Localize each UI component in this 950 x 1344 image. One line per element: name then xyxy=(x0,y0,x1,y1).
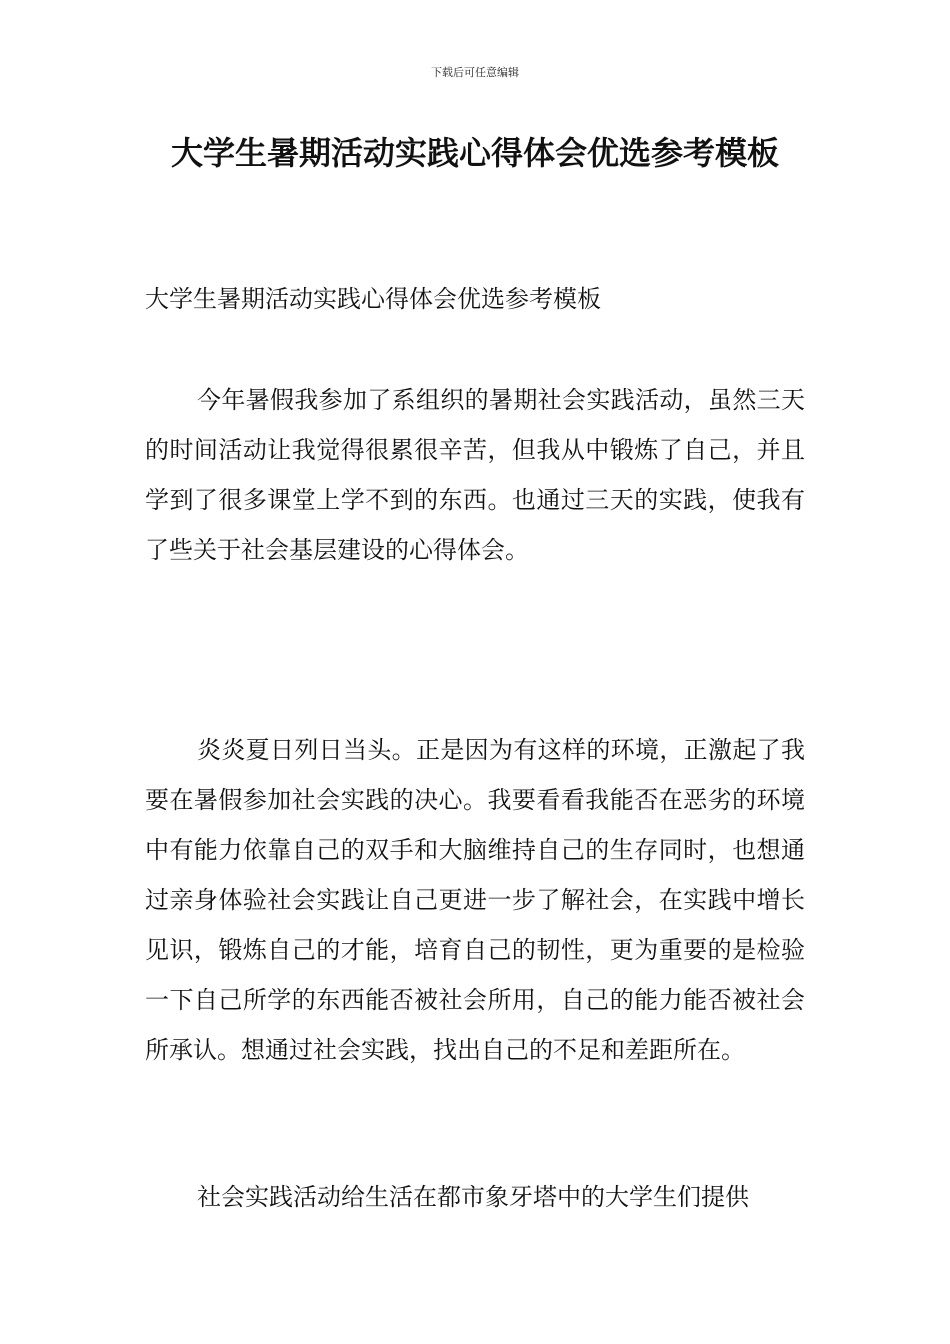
document-subtitle: 大学生暑期活动实践心得体会优选参考模板 xyxy=(145,285,601,313)
header-note: 下载后可任意编辑 xyxy=(431,66,519,79)
document-title: 大学生暑期活动实践心得体会优选参考模板 xyxy=(170,134,779,172)
paragraph: 炎炎夏日列日当头。正是因为有这样的环境，正激起了我要在暑假参加社会实践的决心。我要看看我能否在恶劣的环境中有能力依靠自己的双手和大脑维持自己的生存同时，也想通过亲身体验社会实践让自己更进一步了解社会，在实践中增长见识，锻炼自己的才能，培育自己的韧性，更为重要的是检验一下自己所学的东西能否被社会所用，自己的能力能否被社会所承认。想通过社会实践，找出自己的不足和差距所在。 xyxy=(145,736,805,1064)
paragraph: 今年暑假我参加了系组织的暑期社会实践活动，虽然三天的时间活动让我觉得很累很辛苦，但我从中锻炼了自己，并且学到了很多课堂上学不到的东西。也通过三天的实践，使我有了些关于社会基层建设的心得体会。 xyxy=(145,386,805,564)
paragraph: 社会实践活动给生活在都市象牙塔中的大学生们提供 xyxy=(197,1183,749,1211)
